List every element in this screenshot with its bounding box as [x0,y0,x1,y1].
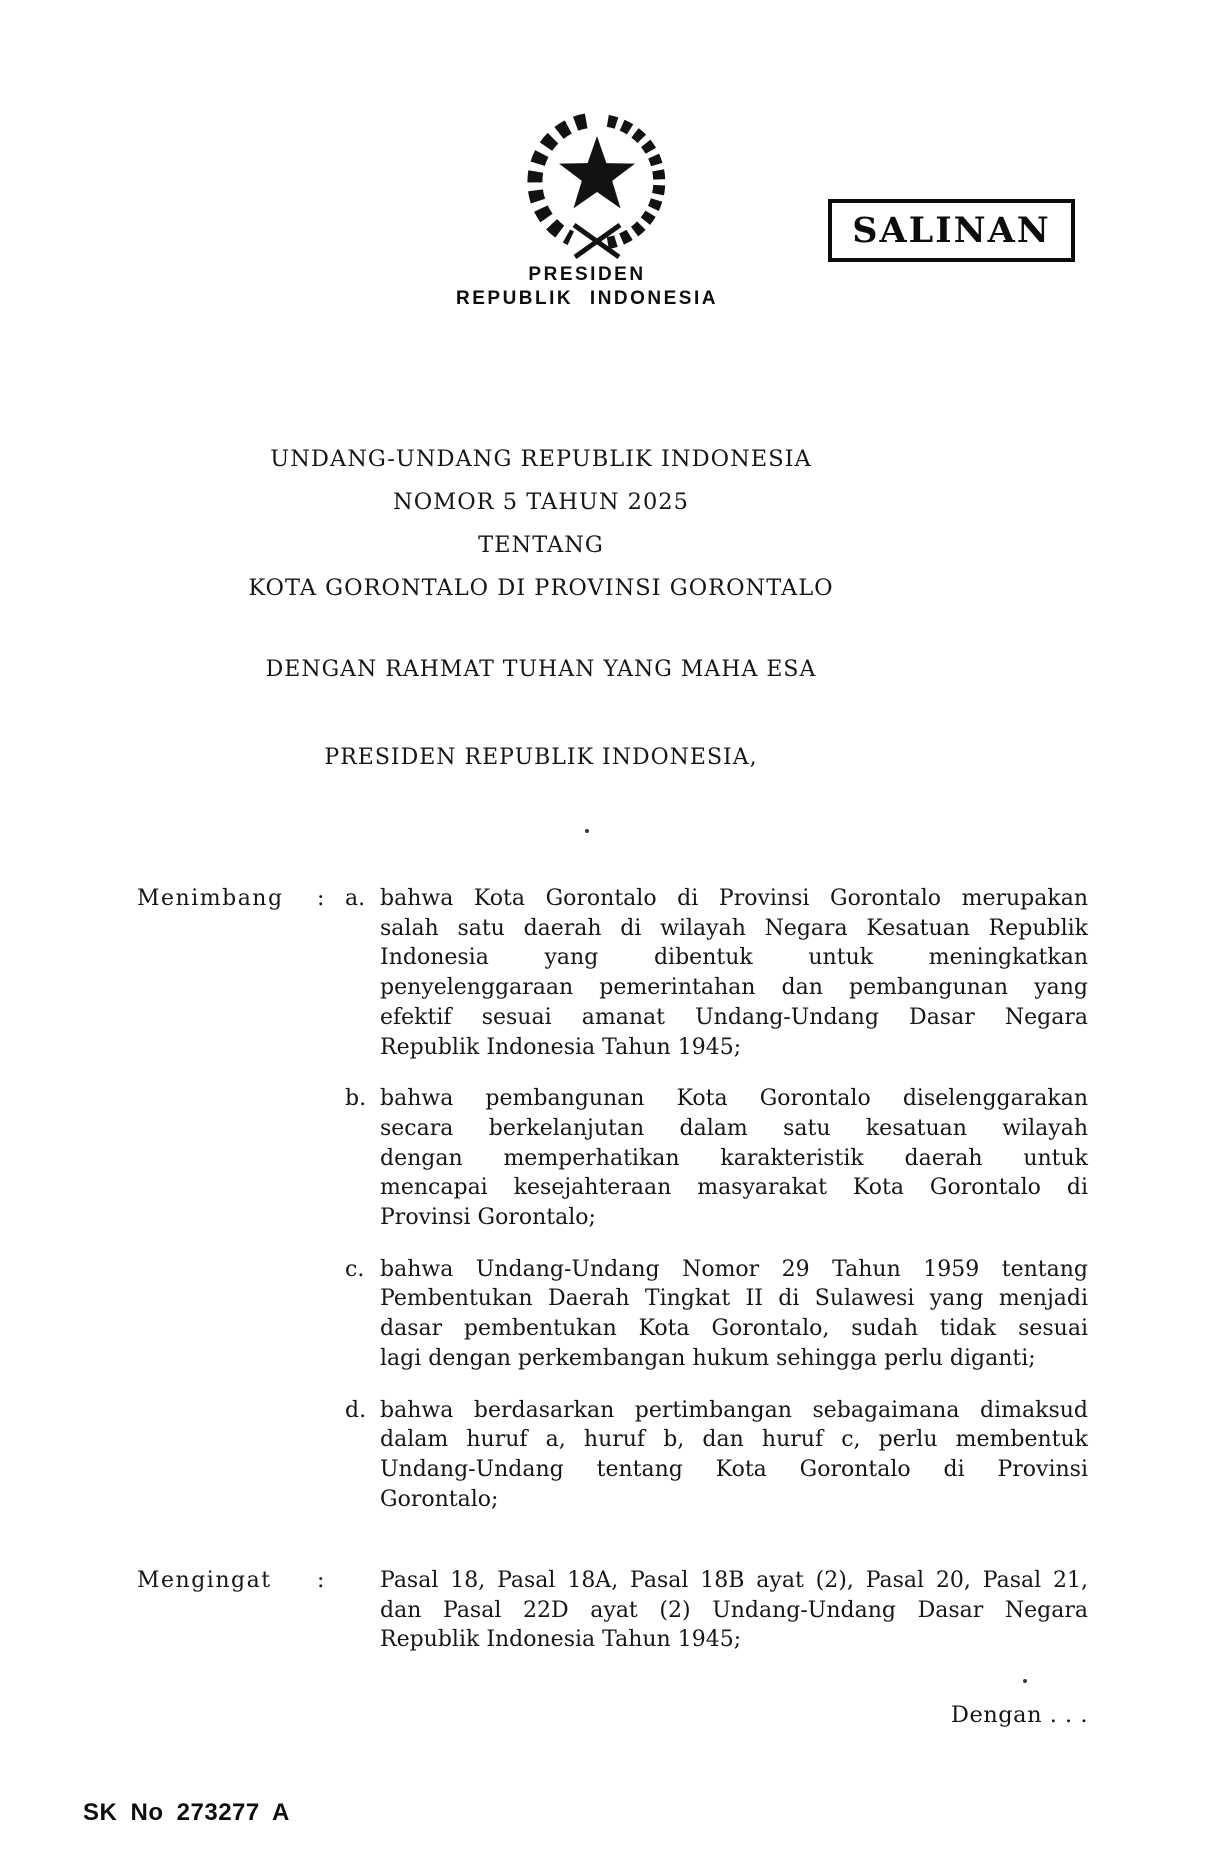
presidential-seal-emblem [502,104,692,266]
text-line: dalam huruf a, huruf b, dan huruf c, perlu membentuk [380,1427,1088,1453]
text-line: bahwa berdasarkan pertimbangan sebagaimana dimaksud [380,1397,1088,1423]
scan-artifact-dot [1023,1679,1027,1683]
menimbang-label: Menimbang [137,886,284,911]
menimbang-item-d [345,1396,1088,1515]
text-line: Republik Indonesia Tahun 1945; [380,1034,742,1060]
text-line: Provinsi Gorontalo; [380,1205,596,1231]
law-title [41,438,1041,610]
mengingat-colon: : [317,1568,325,1593]
continuation-catchword: Dengan . . . [950,1702,1088,1728]
motto-line: DENGAN RAHMAT TUHAN YANG MAHA ESA [265,657,817,682]
text-line: bahwa Undang-Undang Nomor 29 Tahun 1959 tentang [380,1256,1088,1282]
item-text [380,1396,1088,1515]
text-line: bahwa Kota Gorontalo di Provinsi Gorontalo merupakan [380,886,1088,911]
star-icon [559,136,635,208]
text-line: Undang-Undang tentang Kota Gorontalo di Provinsi [380,1456,1088,1482]
item-text [380,1084,1088,1233]
mengingat-label: Mengingat [137,1568,272,1593]
item-letter: d. [345,1397,367,1423]
item-text [380,1255,1088,1374]
text-line: mencapai kesejahteraan masyarakat Kota Gorontalo di [380,1175,1088,1201]
law-title-line3: TENTANG [478,532,604,558]
item-letter: b. [345,1086,367,1112]
opening-line: PRESIDEN REPUBLIK INDONESIA, [324,745,758,770]
text-line: Pasal 18, Pasal 18A, Pasal 18B ayat (2), Pasal 20, Pasal 21, [380,1568,1088,1593]
text-line: penyelenggaraan pemerintahan dan pembangunan yang [380,975,1088,1001]
text-line: Gorontalo; [380,1486,499,1512]
text-line: dan Pasal 22D ayat (2) Undang-Undang Dasar Negara [380,1597,1088,1623]
scan-artifact-dot [585,829,589,833]
letterhead-presiden: PRESIDEN [528,264,646,285]
mengingat-text [380,1566,1088,1655]
law-title-line4: KOTA GORONTALO DI PROVINSI GORONTALO [248,575,834,601]
item-text [380,884,1088,1062]
text-line: dasar pembentukan Kota Gorontalo, sudah tidak sesuai [380,1316,1088,1342]
sk-number: SK No 273277 A [83,1799,290,1826]
item-letter: c. [345,1256,365,1282]
text-line: Pembentukan Daerah Tingkat II di Sulawesi yang menjadi [380,1286,1088,1312]
wreath-right-icon [608,121,659,243]
menimbang-item-b [345,1084,1088,1233]
law-title-line2: NOMOR 5 TAHUN 2025 [393,489,689,515]
menimbang-colon: : [317,886,325,911]
salinan-stamp: SALINAN [828,199,1075,262]
text-line: secara berkelanjutan dalam satu kesatuan wilayah [380,1115,1088,1141]
text-line: efektif sesuai amanat Undang-Undang Dasar Negara [380,1004,1088,1030]
text-line: Republik Indonesia Tahun 1945; [380,1627,742,1653]
text-line: lagi dengan perkembangan hukum sehingga perlu diganti; [380,1345,1036,1371]
wreath-left-icon [535,121,586,238]
item-letter: a. [345,886,366,911]
text-line: salah satu daerah di wilayah Negara Kesatuan Republik [380,915,1088,941]
menimbang-items [345,884,1088,1536]
text-line: dengan memperhatikan karakteristik daerah untuk [380,1145,1088,1171]
text-line: Indonesia yang dibentuk untuk meningkatkan [380,945,1088,971]
law-title-line1: UNDANG-UNDANG REPUBLIK INDONESIA [270,446,812,472]
text-line: bahwa pembangunan Kota Gorontalo diselenggarakan [380,1086,1088,1112]
menimbang-item-a [345,884,1088,1062]
letterhead-republik-indonesia: REPUBLIK INDONESIA [456,288,718,309]
menimbang-item-c [345,1255,1088,1374]
